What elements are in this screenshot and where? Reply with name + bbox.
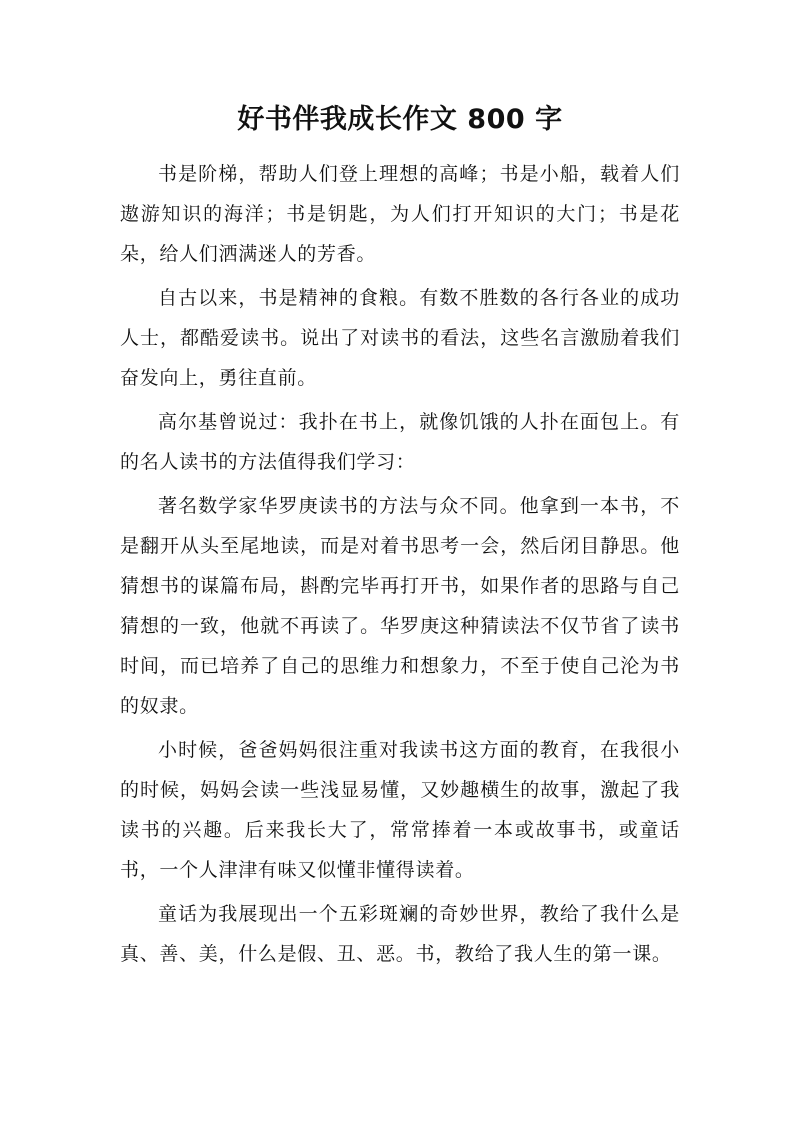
- paragraph-1: 书是阶梯，帮助人们登上理想的高峰；书是小船，载着人们遨游知识的海洋；书是钥匙，为人们打开知识的大门；书是花朵，给人们洒满迷人的芳香。: [120, 163, 680, 265]
- paragraph-4: 著名数学家华罗庚读书的方法与众不同。他拿到一本书，不是翻开从头至尾地读，而是对着书思考一会，然后闭目静思。他猜想书的谋篇布局，斟酌完毕再打开书，如果作者的思路与自己猜想的一致，他就不再读了。华罗庚这种猜读法不仅节省了读书时间，而已培养了自己的思维力和想象力，不至于使自己沦为书的奴隶。: [120, 495, 680, 717]
- paragraph-6: 童话为我展现出一个五彩斑斓的奇妙世界，教给了我什么是真、善、美，什么是假、丑、恶。书，教给了我人生的第一课。: [120, 903, 680, 965]
- paragraph-3: 高尔基曾说过：我扑在书上，就像饥饿的人扑在面包上。有的名人读书的方法值得我们学习：: [120, 411, 680, 473]
- paragraph-2: 自古以来，书是精神的食粮。有数不胜数的各行各业的成功人士，都酷爱读书。说出了对读书的看法，这些名言激励着我们奋发向上，勇往直前。: [120, 287, 680, 389]
- page-title: 好书伴我成长作文 800 字: [237, 104, 563, 135]
- paragraph-5: 小时候，爸爸妈妈很注重对我读书这方面的教育，在我很小的时候，妈妈会读一些浅显易懂，又妙趣横生的故事，激起了我读书的兴趣。后来我长大了，常常捧着一本或故事书，或童话书，一个人津津有味又似懂非懂得读着。: [120, 739, 680, 881]
